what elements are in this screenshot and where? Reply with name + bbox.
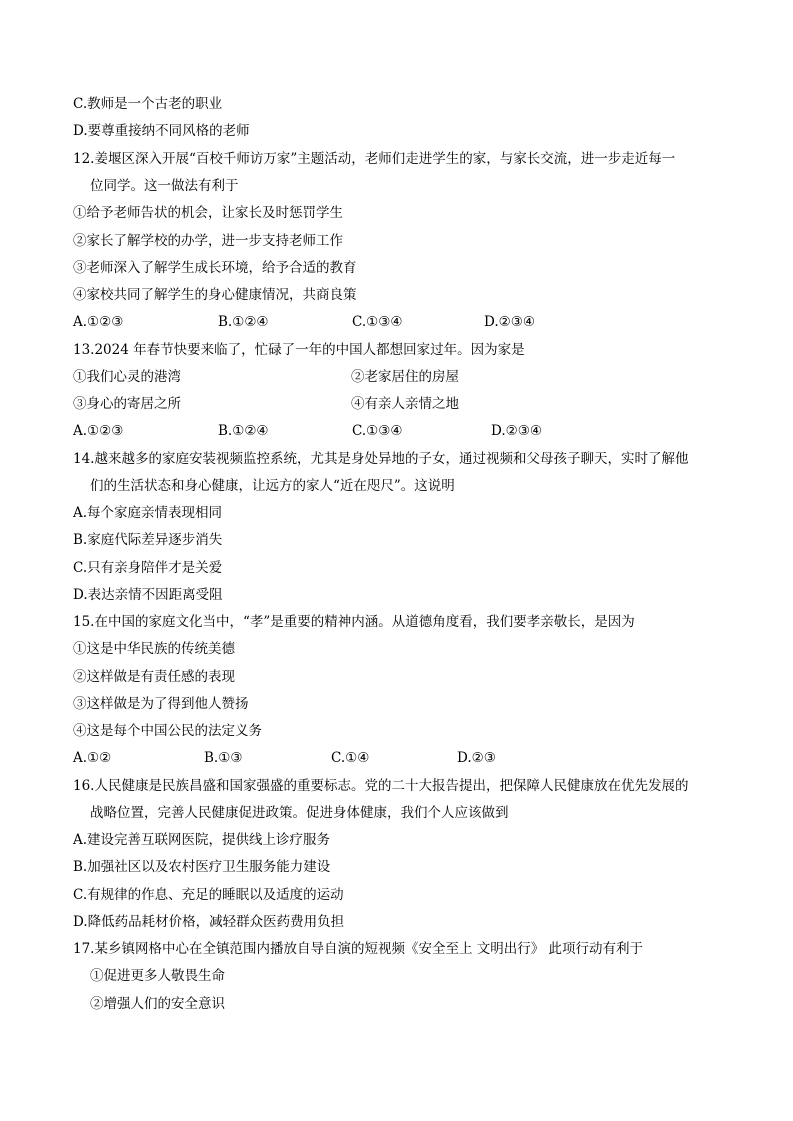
q12-option-a: A.①②③ (73, 314, 124, 330)
q12-option-d: D.②③④ (484, 314, 535, 330)
q17-item-2: ②增强人们的安全意识 (90, 996, 225, 1012)
q15-option-d: D.②③ (457, 750, 496, 766)
q15-item-3: ③这样做是为了得到他人赞扬 (73, 696, 249, 712)
q13-item-1: ①我们心灵的港湾 (73, 369, 181, 385)
q15-option-a: A.①② (73, 750, 112, 766)
q16-option-d: D.降低药品耗材价格，减轻群众医药费用负担 (73, 914, 345, 930)
q16-option-a: A.建设完善互联网医院，提供线上诊疗服务 (73, 832, 331, 848)
option-d-q11: D.要尊重接纳不同风格的老师 (73, 123, 250, 139)
q16-option-c: C.有规律的作息、充足的睡眠以及适度的运动 (73, 887, 344, 903)
question-17-stem: 17.某乡镇网格中心在全镇范围内播放自导自演的短视频《安全至上 文明出行》 此项行动有利于 (73, 941, 644, 957)
q12-option-b: B.①②④ (218, 314, 269, 330)
q14-option-a: A.每个家庭亲情表现相同 (73, 505, 223, 521)
q12-option-c: C.①③④ (352, 314, 403, 330)
q17-item-1: ①促进更多人敬畏生命 (90, 968, 225, 984)
q15-item-2: ②这样做是有责任感的表现 (73, 669, 235, 685)
question-12-stem-cont: 位同学。这一做法有利于 (90, 178, 239, 194)
question-13-stem: 13.2024 年春节快要来临了，忙碌了一年的中国人都想回家过年。因为家是 (73, 342, 525, 358)
q15-option-c: C.①④ (331, 750, 370, 766)
q14-option-d: D.表达亲情不因距离受阻 (73, 587, 223, 603)
q16-option-b: B.加强社区以及农村医疗卫生服务能力建设 (73, 859, 331, 875)
q15-item-1: ①这是中华民族的传统美德 (73, 641, 235, 657)
q14-option-b: B.家庭代际差异逐步消失 (73, 532, 223, 548)
question-16-stem-cont: 战略位置，完善人民健康促进政策。促进身体健康，我们个人应该做到 (90, 805, 509, 821)
question-14-stem: 14.越来越多的家庭安装视频监控系统，尤其是身处异地的子女，通过视频和父母孩子聊天，实时了解他 (73, 451, 689, 467)
q15-item-4: ④这是每个中国公民的法定义务 (73, 723, 262, 739)
q12-item-1: ①给予老师告状的机会，让家长及时惩罚学生 (73, 205, 343, 221)
question-15-stem: 15.在中国的家庭文化当中，“孝”是重要的精神内涵。从道德角度看，我们要孝亲敬长，是因为 (73, 614, 635, 630)
question-12-stem: 12.姜堰区深入开展“百校千师访万家”主题活动，老师们走进学生的家，与家长交流，进一步走近每一 (73, 151, 676, 167)
q12-item-4: ④家校共同了解学生的身心健康情况，共商良策 (73, 287, 357, 303)
q13-option-d: D.②③④ (491, 423, 542, 439)
q12-item-2: ②家长了解学校的办学，进一步支持老师工作 (73, 233, 343, 249)
q13-item-3: ③身心的寄居之所 (73, 396, 181, 412)
question-16-stem: 16.人民健康是民族昌盛和国家强盛的重要标志。党的二十大报告提出，把保障人民健康放在优先发展的 (73, 778, 689, 794)
q14-option-c: C.只有亲身陪伴才是关爱 (73, 560, 223, 576)
q12-item-3: ③老师深入了解学生成长环境，给予合适的教育 (73, 260, 357, 276)
question-14-stem-cont: 们的生活状态和身心健康，让远方的家人“近在咫尺”。这说明 (90, 478, 455, 494)
q13-option-a: A.①②③ (73, 423, 124, 439)
q13-option-b: B.①②④ (218, 423, 269, 439)
q13-item-4: ④有亲人亲情之地 (351, 396, 459, 412)
option-c-q11: C.教师是一个古老的职业 (73, 96, 223, 112)
q13-option-c: C.①③④ (352, 423, 403, 439)
q15-option-b: B.①③ (204, 750, 243, 766)
q13-item-2: ②老家居住的房屋 (351, 369, 459, 385)
